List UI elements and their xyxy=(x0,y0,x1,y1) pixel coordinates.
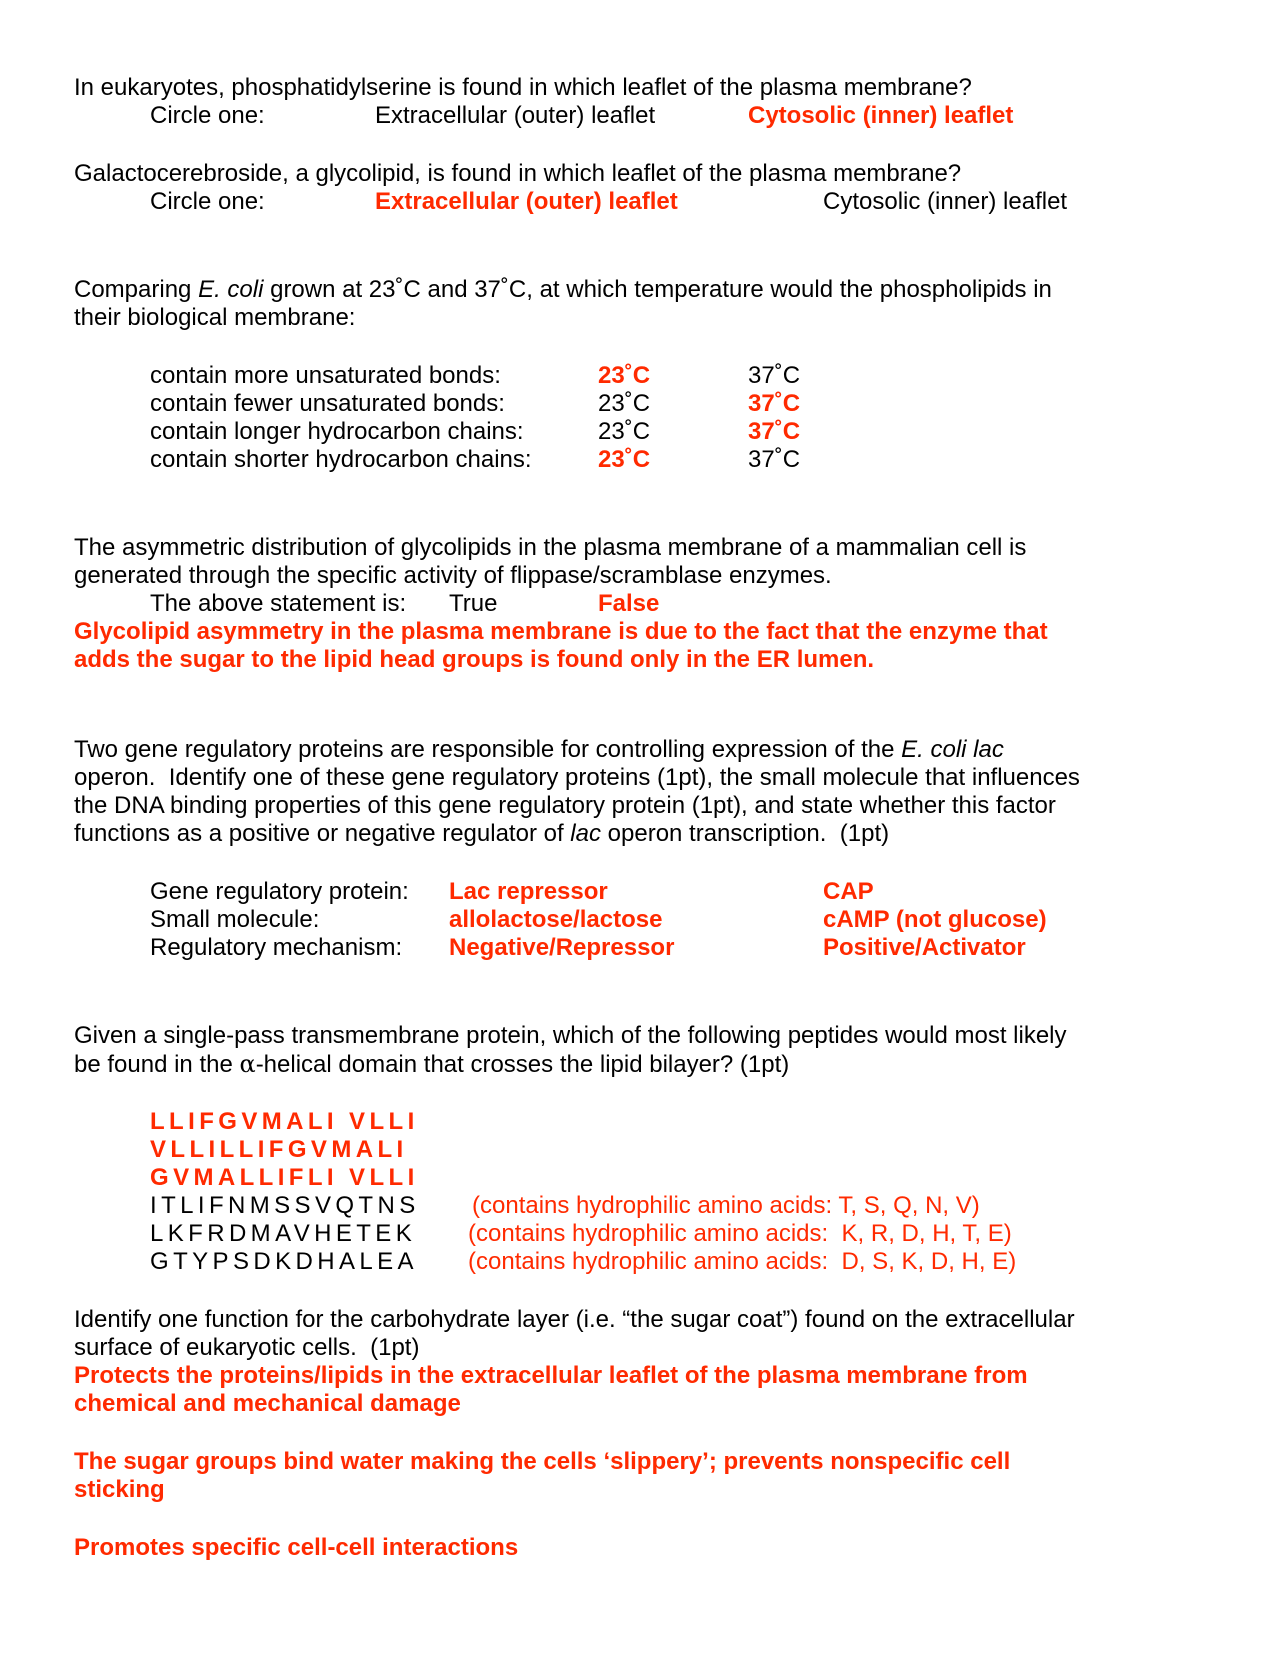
q5-answer-lac: allolactose/lactose xyxy=(449,906,663,933)
q4-option-false-answer: False xyxy=(598,590,660,617)
q7-answer3: Promotes specific cell-cell interactions xyxy=(74,1534,519,1561)
q7-answer1-line2: chemical and mechanical damage xyxy=(74,1390,461,1417)
q6-peptide-wrong: LKFRDMAVHETEK xyxy=(150,1220,417,1247)
q6-peptide-correct: GVMALLIFLI VLLI xyxy=(150,1164,419,1191)
q5-line4-pre: functions as a positive or negative regulator of xyxy=(74,820,571,847)
q6-question-line1: Given a single-pass transmembrane protein, which of the following peptides would most likely xyxy=(74,1022,1067,1049)
q6-line2-pre: be found in the xyxy=(74,1051,240,1078)
q5-ecoli-lac-italic: E. coli lac xyxy=(901,736,1004,763)
q6-peptide-wrong: ITLIFNMSSVQTNS xyxy=(150,1192,420,1219)
q5-row-label: Gene regulatory protein: xyxy=(150,878,409,905)
q3-row-label: contain longer hydrocarbon chains: xyxy=(150,418,524,445)
q4-explanation-line2: adds the sugar to the lipid head groups is found only in the ER lumen. xyxy=(74,646,875,673)
q4-statement-line1: The asymmetric distribution of glycolipids in the plasma membrane of a mammalian cell is xyxy=(74,534,1027,561)
q3-row-23: 23˚C xyxy=(598,418,651,445)
q3-row-37-answer: 37˚C xyxy=(748,390,801,417)
q5-answer-lac: Lac repressor xyxy=(449,878,608,905)
q3-row-label: contain fewer unsaturated bonds: xyxy=(150,390,505,417)
q3-row-23: 23˚C xyxy=(598,390,651,417)
q7-question-line1: Identify one function for the carbohydrate layer (i.e. “the sugar coat”) found on the extracellular xyxy=(74,1306,1075,1333)
q3-row-23-answer: 23˚C xyxy=(598,362,651,389)
q3-question-line2: their biological membrane: xyxy=(74,304,356,331)
q4-statement-line2: generated through the specific activity of flippase/scramblase enzymes. xyxy=(74,562,832,589)
q5-question-line3: the DNA binding properties of this gene regulatory protein (1pt), and state whether this factor xyxy=(74,792,1056,819)
q7-answer2-line1: The sugar groups bind water making the cells ‘slippery’; prevents nonspecific cell xyxy=(74,1448,1011,1475)
q6-question-line2 xyxy=(74,1050,789,1079)
q4-explanation-line1: Glycolipid asymmetry in the plasma membrane is due to the fact that the enzyme that xyxy=(74,618,1048,645)
q5-row-label: Small molecule: xyxy=(150,906,320,933)
q2-circle-label: Circle one: xyxy=(150,188,265,215)
q3-question-post: grown at 23˚C and 37˚C, at which temperature would the phospholipids in xyxy=(263,276,1052,303)
q6-peptide-note: (contains hydrophilic amino acids: D, S, K, D, H, E) xyxy=(468,1248,1017,1275)
q3-row-37-answer: 37˚C xyxy=(748,418,801,445)
q1-question: In eukaryotes, phosphatidylserine is found in which leaflet of the plasma membrane? xyxy=(74,74,972,101)
q3-question-pre: Comparing xyxy=(74,276,199,303)
q7-answer1-line1: Protects the proteins/lipids in the extracellular leaflet of the plasma membrane from xyxy=(74,1362,1028,1389)
q5-question-line2: operon. Identify one of these gene regulatory proteins (1pt), the small molecule that influences xyxy=(74,764,1080,791)
q7-question-line2: surface of eukaryotic cells. (1pt) xyxy=(74,1334,420,1361)
alpha-symbol: α xyxy=(239,1050,256,1078)
q5-line1-pre: Two gene regulatory proteins are responsible for controlling expression of the xyxy=(74,736,902,763)
q6-peptide-note: (contains hydrophilic amino acids: K, R, D, H, T, E) xyxy=(468,1220,1012,1247)
q3-row-23-answer: 23˚C xyxy=(598,446,651,473)
q3-row-37: 37˚C xyxy=(748,362,801,389)
q6-peptide-correct: LLIFGVMALI VLLI xyxy=(150,1108,419,1135)
q5-answer-cap: CAP xyxy=(823,878,874,905)
q5-answer-lac: Negative/Repressor xyxy=(449,934,675,961)
q5-question-line1 xyxy=(74,736,1004,764)
q4-statement-label: The above statement is: xyxy=(150,590,407,617)
q1-option-inner-answer: Cytosolic (inner) leaflet xyxy=(748,102,1014,129)
q6-line2-post: -helical domain that crosses the lipid bilayer? (1pt) xyxy=(255,1051,790,1078)
q5-lac-italic: lac xyxy=(570,820,601,847)
q5-question-line4 xyxy=(74,820,889,848)
q3-row-37: 37˚C xyxy=(748,446,801,473)
q5-line4-post: operon transcription. (1pt) xyxy=(600,820,890,847)
q6-peptide-wrong: GTYPSDKDHALEA xyxy=(150,1248,418,1275)
q6-peptide-correct: VLLILLIFGVMALI xyxy=(150,1136,408,1163)
q3-row-label: contain shorter hydrocarbon chains: xyxy=(150,446,532,473)
q3-row-label: contain more unsaturated bonds: xyxy=(150,362,501,389)
q2-question: Galactocerebroside, a glycolipid, is found in which leaflet of the plasma membrane? xyxy=(74,160,962,187)
q2-option-outer-answer: Extracellular (outer) leaflet xyxy=(375,188,678,215)
q2-option-inner: Cytosolic (inner) leaflet xyxy=(823,188,1068,215)
q7-answer2-line2: sticking xyxy=(74,1476,165,1503)
q3-question-line1 xyxy=(74,276,1052,304)
q4-option-true: True xyxy=(449,590,498,617)
q1-option-outer: Extracellular (outer) leaflet xyxy=(375,102,656,129)
q5-answer-cap: cAMP (not glucose) xyxy=(823,906,1047,933)
q6-peptide-note: (contains hydrophilic amino acids: T, S, Q, N, V) xyxy=(472,1192,980,1219)
q5-row-label: Regulatory mechanism: xyxy=(150,934,403,961)
q5-answer-cap: Positive/Activator xyxy=(823,934,1026,961)
q3-ecoli-italic: E. coli xyxy=(198,276,264,303)
q1-circle-label: Circle one: xyxy=(150,102,265,129)
